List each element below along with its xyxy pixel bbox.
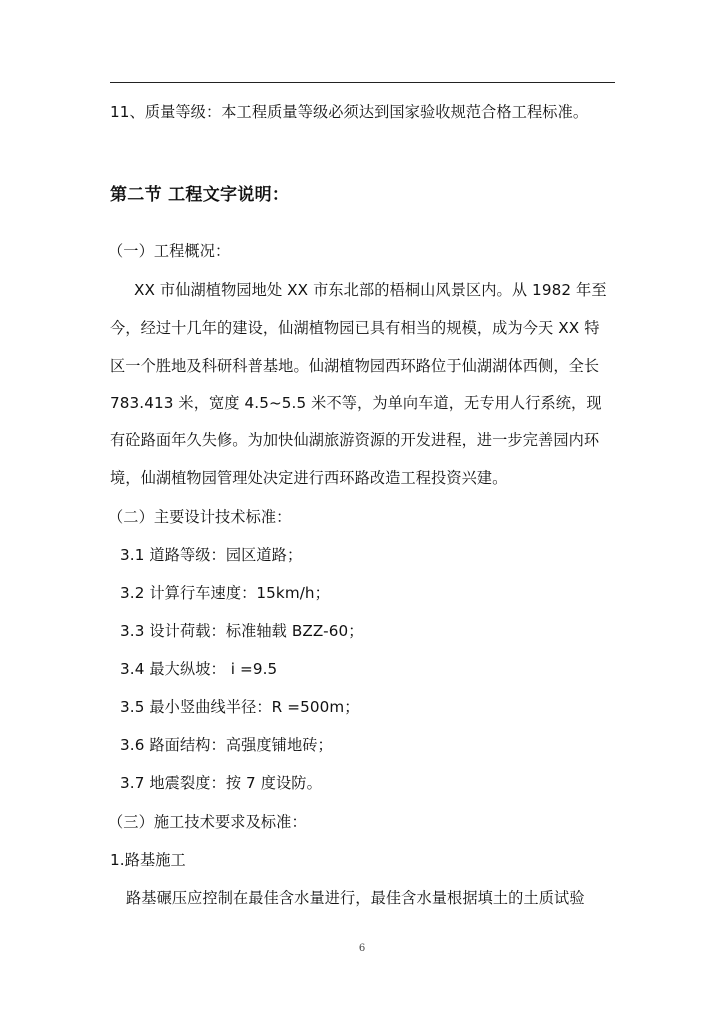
subgrade-paragraph-line: 路基碾压应控制在最佳含水量进行，最佳含水量根据填土的土质试验 bbox=[126, 889, 585, 907]
standard-item: 3.5 最小竖曲线半径：R =500m； bbox=[120, 698, 360, 716]
overview-line: 区一个胜地及科研科普基地。仙湖植物园西环路位于仙湖湖体西侧，全长 bbox=[110, 357, 600, 375]
page-number: 6 bbox=[358, 943, 366, 954]
standard-item: 3.1 道路等级：园区道路； bbox=[120, 546, 303, 564]
section-title: 第二节 工程文字说明： bbox=[110, 185, 290, 205]
overview-line: 今，经过十几年的建设，仙湖植物园已具有相当的规模，成为今天 XX 特 bbox=[110, 319, 600, 337]
quality-grade-line: 11、质量等级：本工程质量等级必须达到国家验收规范合格工程标准。 bbox=[110, 103, 589, 121]
standard-item: 3.2 计算行车速度：15km/h； bbox=[120, 584, 330, 602]
overview-heading: （一）工程概况： bbox=[108, 242, 231, 260]
standard-item: 3.7 地震裂度：按 7 度设防。 bbox=[120, 774, 322, 792]
standard-item: 3.3 设计荷载：标准轴载 BZZ-60； bbox=[120, 622, 364, 640]
standard-item: 3.6 路面结构：高强度铺地砖； bbox=[120, 736, 333, 754]
standard-item: 3.4 最大纵坡： i =9.5 bbox=[120, 660, 278, 678]
header-rule bbox=[110, 82, 615, 83]
overview-line: 有砼路面年久失修。为加快仙湖旅游资源的开发进程，进一步完善园内环 bbox=[110, 431, 600, 449]
overview-line: 783.413 米，宽度 4.5~5.5 米不等，为单向车道，无专用人行系统，现 bbox=[110, 394, 602, 412]
overview-line: XX 市仙湖植物园地处 XX 市东北部的梧桐山风景区内。从 1982 年至 bbox=[134, 281, 607, 299]
overview-line: 境，仙湖植物园管理处决定进行西环路改造工程投资兴建。 bbox=[110, 469, 508, 487]
construction-heading: （三）施工技术要求及标准： bbox=[108, 813, 307, 831]
subgrade-subheading: 1.路基施工 bbox=[110, 851, 186, 869]
standards-heading: （二）主要设计技术标准： bbox=[108, 508, 292, 526]
